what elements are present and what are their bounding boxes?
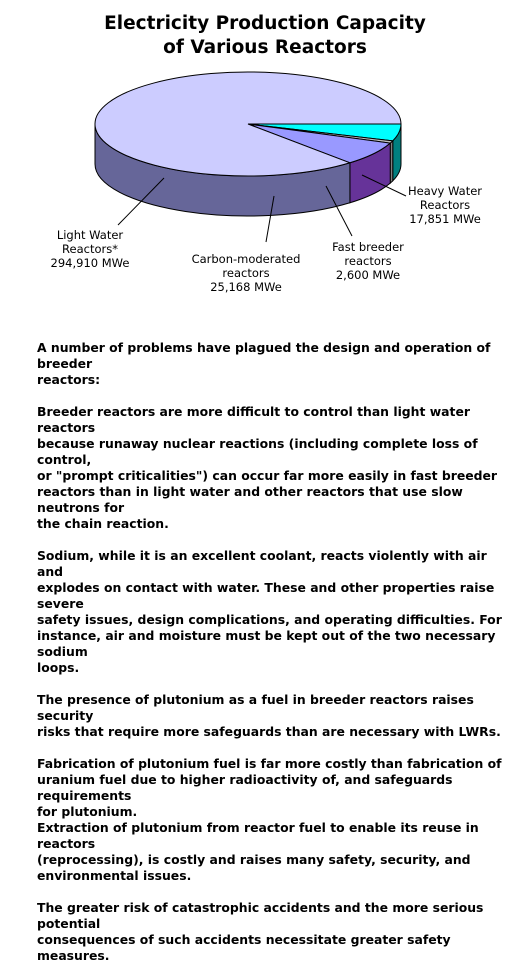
paragraph-control [37, 404, 515, 532]
text-line: reactors: [37, 372, 101, 387]
text-line: Sodium, while it is an excellent coolant, reacts violently with air and [37, 548, 487, 579]
text-block [37, 340, 515, 964]
text-line: environmental issues. [37, 868, 192, 883]
slice-label-carbon-moderated [190, 252, 302, 294]
slice-value-fast-breeder: 2,600 MWe [335, 268, 401, 282]
slice-value-heavy-water: 17,851 MWe [409, 212, 481, 226]
slice-label-carbon-moderated-line-2: reactors [222, 266, 270, 280]
text-line: loops. [37, 660, 80, 675]
text-line: risks that require more safeguards than are necessary with LWRs. [37, 724, 501, 739]
slice-label-carbon-moderated-line-1: Carbon-moderated [191, 252, 301, 266]
slice-label-fast-breeder-line-2: reactors [344, 254, 392, 268]
paragraph-risk [37, 900, 515, 964]
text-line: Fabrication of plutonium fuel is far more costly than fabrication of [37, 756, 502, 771]
slice-label-heavy-water-line-1: Heavy Water [407, 184, 483, 198]
chart-title-line-2: of Various Reactors [163, 37, 367, 58]
text-line: reactors than in light water and other reactors that use slow neutrons for [37, 484, 463, 515]
slice-label-fast-breeder [326, 240, 410, 282]
slice-label-heavy-water-line-2: Reactors [419, 198, 471, 212]
text-line: Extraction of plutonium from reactor fuel to enable its reuse in reactors [37, 820, 479, 851]
chart-title-line-1: Electricity Production Capacity [104, 13, 426, 34]
slice-label-light-water-line-2: Reactors* [62, 242, 118, 256]
pie-tops [95, 72, 401, 176]
slice-label-light-water-line-1: Light Water [56, 228, 124, 242]
paragraph-sodium [37, 548, 515, 676]
text-line: A number of problems have plagued the design and operation of breeder [37, 340, 491, 371]
slice-label-heavy-water [402, 184, 488, 226]
text-line: (reprocessing), is costly and raises many safety, security, and [37, 852, 471, 867]
text-line: the chain reaction. [37, 516, 169, 531]
slice-value-carbon-moderated: 25,168 MWe [210, 280, 282, 294]
slice-label-light-water [42, 228, 138, 270]
slice-label-fast-breeder-line-1: Fast breeder [332, 240, 404, 254]
text-line: The presence of plutonium as a fuel in breeder reactors raises security [37, 692, 474, 723]
text-line: safety issues, design complications, and operating difficulties. For [37, 612, 502, 627]
text-line: consequences of such accidents necessitate greater safety measures. [37, 932, 451, 963]
text-line: explodes on contact with water. These and other properties raise severe [37, 580, 495, 611]
text-line: The greater risk of catastrophic accidents and the more serious potential [37, 900, 484, 931]
text-line: Breeder reactors are more difficult to control than light water reactors [37, 404, 470, 435]
paragraph-problems-intro [37, 340, 515, 388]
slice-value-light-water: 294,910 MWe [50, 256, 130, 270]
text-line: instance, air and moisture must be kept out of the two necessary sodium [37, 628, 496, 659]
text-line: or "prompt criticalities") can occur far more easily in fast breeder [37, 468, 498, 483]
paragraph-plutonium-security [37, 692, 515, 740]
text-line: uranium fuel due to higher radioactivity of, and safeguards requirements [37, 772, 453, 803]
text-line: for plutonium. [37, 804, 138, 819]
text-line: because runaway nuclear reactions (including complete loss of control, [37, 436, 478, 467]
paragraph-fabrication [37, 756, 515, 884]
